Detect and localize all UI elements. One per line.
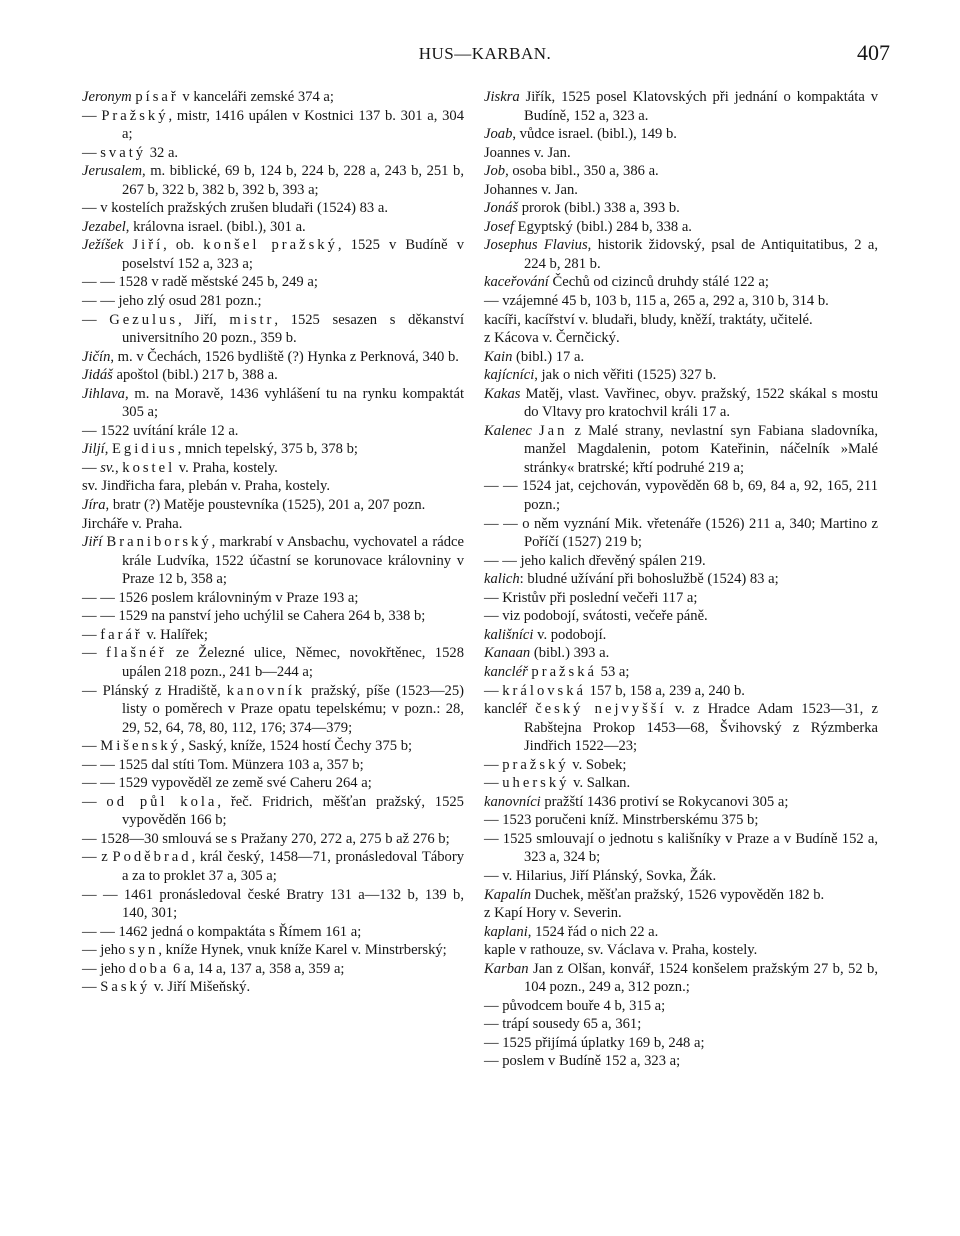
index-entry: Kalenec Jan z Malé strany, nevlastní syn Fabiana sladovníka, manžel Magdalenin, potom Kateřinin, náčelník »Malé stránky« bratrské; křtí podruhé 219 a; [484,422,878,476]
index-entry: — z Poděbrad, král český, 1458—71, pronásledoval Tábory a za to proklet 37 a, 305 a; [82,849,464,884]
index-entry: — farář v. Halířek; [82,626,208,643]
index-entry: — původcem bouře 4 b, 315 a; [484,997,666,1014]
index-entry: kaple v rathouze, sv. Václava v. Praha, kostely. [484,942,758,959]
index-entry: kajícníci, jak o nich věřiti (1525) 327 b. [484,367,717,384]
index-entry: Josef Egyptský (bibl.) 284 b, 338 a. [484,218,692,235]
index-entry: sv. Jindřicha fara, plebán v. Praha, kostely. [82,478,331,495]
index-entry: — — o něm vyznání Mik. vřetenáře (1526) 211 a, 340; Martino z Poříčí (1527) 219 b; [484,515,878,551]
index-entry: — svatý 32 a. [82,144,179,161]
index-entry: — 1523 poručeni kníž. Minstrberskému 375 b; [484,812,759,829]
index-entry: Josephus Flavius, historik židovský, psal de Antiquitatibus, 2 a, 224 b, 281 b. [484,237,878,272]
index-entry: Kapalín Duchek, měšťan pražský, 1526 vypověděn 182 b. [484,886,825,903]
index-entry: — — jeho kalich dřevěný spálen 219. [484,552,706,569]
index-entry: — Plánský z Hradiště, kanovník pražský, píše (1523—25) listy o poměrech v Praze opatu tepelskému; v pozn.: 28, 29, 52, 64, 78, 80, 112, 176; 374—379; [82,682,464,736]
index-entry: — v. Hilarius, Jiří Plánský, Sovka, Žák. [484,867,717,884]
index-entry: — v kostelích pražských zrušen bludaři (1524) 83 a. [82,200,388,217]
index-entry: — — 1461 pronásledoval české Bratry 131 a—132 b, 139 b, 140, 301; [82,886,464,922]
index-entry: Joab, vůdce israel. (bibl.), 149 b. [484,126,677,143]
index-entry: — trápí sousedy 65 a, 361; [484,1016,642,1033]
index-entry: — 1525 smlouvají o jednotu s kališníky v Praze a v Budíně 152 a, 323 a, 324 b; [484,830,878,866]
index-entry: kalich: bludné užívání při bohoslužbě (1524) 83 a; [484,571,779,588]
index-entry: — Pražský, mistr, 1416 upálen v Kostnici 137 b. 301 a, 304 a; [82,107,464,143]
index-entry: — — jeho zlý osud 281 pozn.; [82,293,262,310]
index-entry: kacíři, kacířství v. bludaři, bludy, kněží, traktáty, učitelé. [484,311,813,328]
index-entry: — Mišenský, Saský, kníže, 1524 hostí Čechy 375 b; [82,738,413,755]
index-entry: — — 1524 jat, cejchován, vypověděn 68 b, 69, 84 a, 92, 165, 211 pozn.; [484,478,878,514]
index-entry: — Gezulus, Jiří, mistr, 1525 sesazen s děkanství universitního 20 pozn., 359 b. [82,311,465,347]
index-entry: Jerusalem, m. biblické, 69 b, 124 b, 224 b, 228 a, 243 b, 251 b, 267 b, 322 b, 382 b, 392 b, 393 a; [82,163,464,198]
index-entry: kaplani, 1524 řád o nich 22 a. [484,923,659,940]
index-entry: — královská 157 b, 158 a, 239 a, 240 b. [484,682,745,699]
index-entry: — od půl kola, řeč. Fridrich, měšťan pražský, 1525 vypověděn 166 b; [82,793,464,829]
page-number: 407 [857,40,890,65]
page-header [80,40,890,70]
index-entry: kališníci v. podobojí. [484,626,607,643]
index-entry: Jiljí, Egidius, mnich tepelský, 375 b, 378 b; [82,441,358,458]
index-entry: Jiskra Jiřík, 1525 posel Klatovských při jednání o kompaktáta v Budíně, 152 a, 323 a. [484,89,878,124]
index-entry: z Kapí Hory v. Severin. [484,905,622,922]
index-entry: — sv., kostel v. Praha, kostely. [82,459,278,476]
index-entry: Jíra, bratr (?) Matěje poustevníka (1525), 201 a, 207 pozn. [82,497,426,514]
index-entry: Johannes v. Jan. [484,181,578,198]
index-entry: — Saský v. Jiří Mišeňský. [82,979,251,996]
index-entry: Jičín, m. v Čechách, 1526 bydliště (?) Hynka z Perknová, 340 b. [82,348,459,365]
index-entry: kaceřování Čechů od cizinců druhdy stálé 122 a; [484,274,769,291]
running-head: HUS—KARBAN. [418,44,552,63]
index-entry: — vzájemné 45 b, 103 b, 115 a, 265 a, 292 a, 310 b, 314 b. [484,293,829,310]
index-entry: Karban Jan z Olšan, konvář, 1524 konšelem pražským 27 b, 52 b, 104 pozn., 249 a, 312 pozn.; [484,960,878,996]
index-entry: — pražský v. Sobek; [484,756,627,773]
index-entry: Joannes v. Jan. [484,144,571,161]
index-entry: — Kristův při poslední večeři 117 a; [484,589,698,606]
index-entry: Jeronym písař v kanceláři zemské 374 a; [82,89,334,105]
index-entry: — uherský v. Salkan. [484,775,631,792]
index-entry: — 1525 přijímá úplatky 169 b, 248 a; [484,1034,705,1051]
index-entry: — — 1525 dal stíti Tom. Münzera 103 a, 357 b; [82,756,364,773]
index-entry: — jeho syn, kníže Hynek, vnuk kníže Karel v. Minstrberský; [82,942,447,959]
index-entry: — 1522 uvítání krále 12 a. [82,422,239,439]
index-entry: Kakas Matěj, vlast. Vavřinec, obyv. pražský, 1522 skákal s mostu do Vltavy pro kratochvil králi 17 a. [484,385,878,421]
index-entry: — 1528—30 smlouvá se s Pražany 270, 272 a, 275 b až 276 b; [82,830,450,847]
index-entry: Jonáš prorok (bibl.) 338 a, 393 b. [484,200,680,217]
index-entry: — — 1529 na panství jeho uchýlil se Cahera 264 b, 338 b; [82,608,426,625]
index-entry: Jiří Braniborský, markrabí v Ansbachu, vychovatel a rádce krále Ludvíka, 1522 účastní se korunovace královniny v Praze 12 b, 358 a; [82,534,464,588]
index-entry: kancléř český nejvyšší v. z Hradce Adam 1523—31, z Rabštejna Prokop 1453—68, Švihovský z Rýzmberka Jindřich 1522—23; [484,701,879,755]
index-entry: Jihlava, m. na Moravě, 1436 vyhlášení tu na rynku kompaktát 305 a; [82,385,464,421]
index-entry: Job, osoba bibl., 350 a, 386 a. [484,163,659,180]
index-entry: Kanaan (bibl.) 393 a. [484,645,610,662]
index-entry: — viz podobojí, svátosti, večeře páně. [484,608,708,625]
index-entry: Kain (bibl.) 17 a. [484,348,585,365]
index-entry: — — 1462 jedná o kompaktáta s Římem 161 a; [82,923,362,940]
index-entry: — — 1528 v radě městské 245 b, 249 a; [82,274,318,291]
index-entry: Jezabel, královna israel. (bibl.), 301 a. [82,218,306,235]
index-entry: — jeho doba 6 a, 14 a, 137 a, 358 a, 359 a; [82,960,345,977]
index-entry: — flašnéř ze Železné ulice, Němec, novokřtěnec, 1528 upálen 218 pozn., 241 b—244 a; [82,645,464,680]
index-entry: — — 1526 poslem královniným v Praze 193 a; [82,589,359,606]
index-entry: kancléř pražská 53 a; [484,663,630,680]
index-entry: — — 1529 vypověděl ze země své Caheru 264 a; [82,775,372,792]
index-entry: Jidáš apoštol (bibl.) 217 b, 388 a. [82,367,278,384]
index-entry: z Kácova v. Černčický. [484,330,620,347]
index-entry: Ježíšek Jiří, ob. konšel pražský, 1525 v Budíně v poselství 152 a, 323 a; [82,237,465,272]
index-entry: — poslem v Budíně 152 a, 323 a; [484,1053,681,1070]
left-column [82,88,464,997]
right-column [484,88,878,1071]
index-entry: kanovníci pražští 1436 protiví se Rokycanovi 305 a; [484,793,789,810]
index-entry: Jircháře v. Praha. [82,515,183,532]
